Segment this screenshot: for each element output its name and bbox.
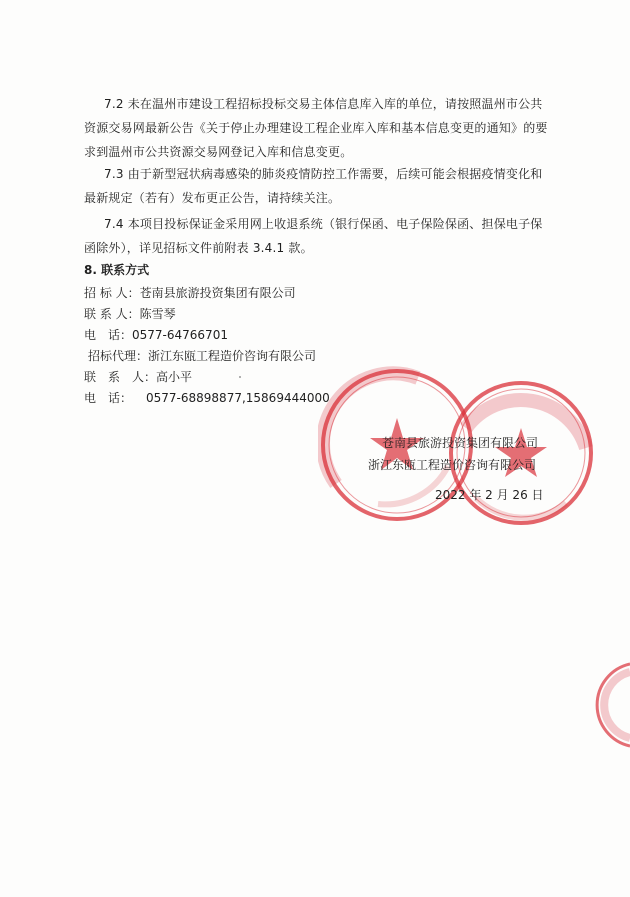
section-heading-contacts: 8. 联系方式 <box>84 263 150 277</box>
agent-phone-label: 电 话： <box>84 391 133 405</box>
contact-person-label: 联 系 人： <box>84 307 140 321</box>
agent-contact-name: 高小平 <box>156 370 193 384</box>
agent-label: 招标代理： <box>88 349 149 363</box>
phone-line <box>84 326 228 344</box>
agent-phone-line <box>84 389 330 407</box>
contact-person-line <box>84 305 176 323</box>
agent-line <box>88 347 316 365</box>
paragraph-7-4: 7.4 本项目投标保证金采用网上收退系统（银行保函、电子保险保函、担保电子保函除外），详见招标文件前附表 3.4.1 款。 <box>84 217 543 255</box>
signature-date: 2022 年 2 月 26 日 <box>435 488 544 502</box>
signature-org-2: 浙江东瓯工程造价咨询有限公司 <box>368 458 537 472</box>
agent-contact-line <box>84 368 192 386</box>
tenderer-label: 招 标 人： <box>84 286 140 300</box>
signature-org-1: 苍南县旅游投资集团有限公司 <box>382 436 539 450</box>
phone-number: 0577-64766701 <box>132 328 228 342</box>
partial-seal-stamp <box>582 660 630 750</box>
agency-seal-stamp <box>446 378 596 528</box>
agent-name: 浙江东瓯工程造价咨询有限公司 <box>148 349 317 363</box>
paragraph-7-2: 7.2 未在温州市建设工程招标投标交易主体信息库入库的单位，请按照温州市公共资源交易网最新公告《关于停止办理建设工程企业库入库和基本信息变更的通知》的要求到温州市公共资源交易网登记入库和信息变更。 <box>84 97 548 159</box>
agent-phone-number: 0577-68898877,15869444000 <box>146 391 330 405</box>
tenderer-name: 苍南县旅游投资集团有限公司 <box>139 286 296 300</box>
paragraph-7-3: 7.3 由于新型冠状病毒感染的肺炎疫情防控工作需要，后续可能会根据疫情变化和最新规定（若有）发布更正公告，请持续关注。 <box>84 167 543 205</box>
agent-contact-label: 联 系 人： <box>84 370 157 384</box>
contact-person-name: 陈雪琴 <box>139 307 176 321</box>
tenderer-line <box>84 284 296 302</box>
stray-mark <box>239 376 241 378</box>
phone-label: 电 话： <box>84 328 133 342</box>
